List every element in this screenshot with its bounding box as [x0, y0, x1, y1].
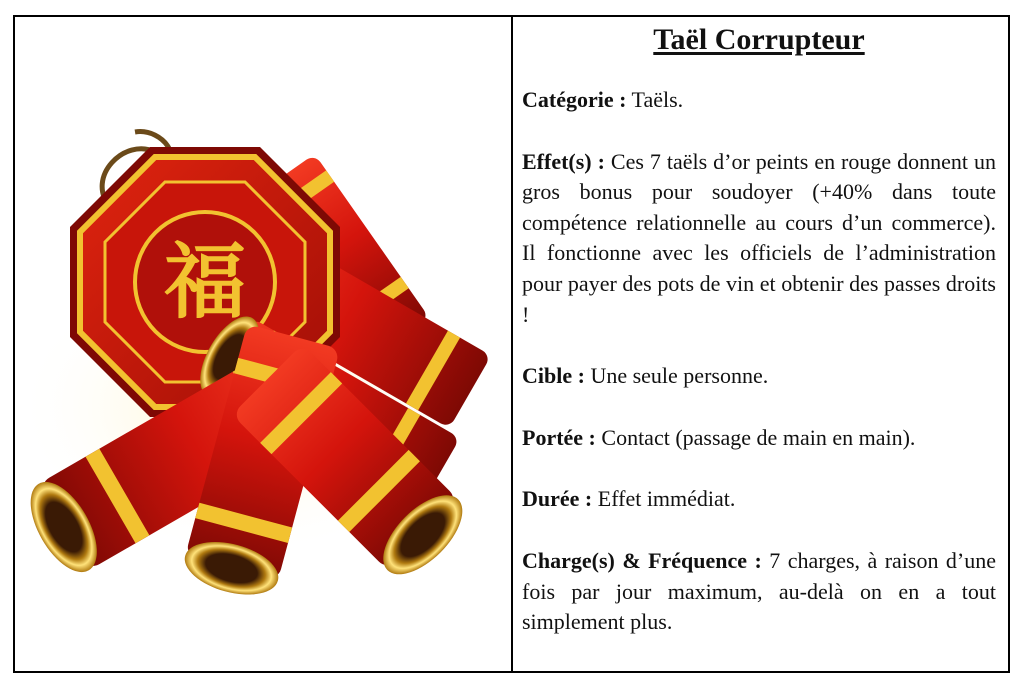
item-card	[13, 15, 1010, 673]
item-title: Taël Corrupteur	[653, 23, 865, 56]
effect-label: Effet(s) :	[522, 148, 605, 174]
category-field	[522, 85, 996, 116]
charges-field	[522, 546, 996, 638]
charges-value: 7 charges, à raison d’une fois par jour maximum, au-delà on en a tout simplement plus.	[522, 547, 996, 635]
target-label: Cible :	[522, 363, 585, 389]
duration-value: Effet immédiat.	[592, 486, 736, 512]
fu-charm-glyph: 福	[163, 235, 247, 330]
category-label: Catégorie :	[522, 87, 627, 112]
range-value: Contact (passage de main en main).	[595, 424, 916, 450]
firecracker-illustration	[15, 17, 509, 671]
item-description	[513, 17, 1008, 671]
range-field	[522, 423, 996, 454]
range-label: Portée :	[522, 424, 596, 450]
target-value: Une seule personne.	[584, 363, 769, 389]
charges-label: Charge(s) & Fréquence :	[522, 547, 762, 573]
target-field	[522, 361, 996, 392]
category-value: Taëls.	[626, 87, 684, 112]
effect-field	[522, 147, 996, 331]
effect-value: Ces 7 taëls d’or peints en rouge donnent un gros bonus pour soudoyer (+40% dans toute compétence relationnelle au cours d’un commerce). Il fonctionne avec les officiels de l’administration pour payer des pots de vin et obtenir des passes droits !	[522, 148, 996, 327]
duration-label: Durée :	[522, 486, 593, 512]
item-illustration	[15, 17, 513, 671]
duration-field	[522, 484, 996, 515]
